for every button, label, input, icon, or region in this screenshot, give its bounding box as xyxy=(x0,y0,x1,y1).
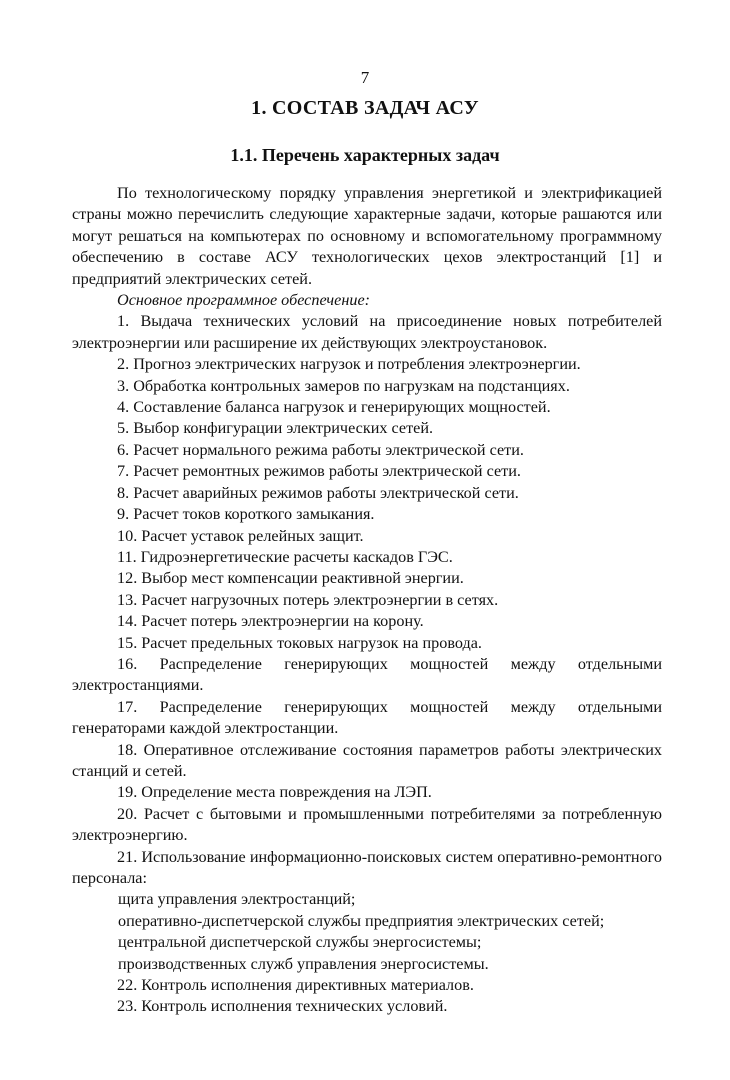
list-item: 5. Выбор конфигурации электрических сетей. xyxy=(117,419,434,438)
list-item: 20. Расчет с бытовыми и промышленными потребителями за потребленную электроэнергию. xyxy=(72,804,662,845)
intro-paragraph: По технологическому порядку управления энергетикой и электрификацией страны можно перечислить следующие характерные задачи, которые рашаются или могут решаться на компьютерах по основному и вспомогательному программному обеспечению в составе АСУ технологических цехов электростанций [1] и предприятий электрических сетей. xyxy=(72,184,662,288)
sub-list-item: центральной диспетчерской службы энергосистемы; xyxy=(118,933,482,952)
list-item: 12. Выбор мест компенсации реактивной энергии. xyxy=(117,569,464,588)
list-item: 23. Контроль исполнения технических условий. xyxy=(117,997,448,1016)
section-label: Основное программное обеспечение: xyxy=(117,291,371,310)
list-item: 16. Распределение генерирующих мощностей между отдельными электростанциями. xyxy=(72,654,662,695)
list-item: 7. Расчет ремонтных режимов работы электрической сети. xyxy=(117,462,521,481)
list-item: 2. Прогноз электрических нагрузок и потребления электроэнергии. xyxy=(117,355,581,374)
list-item: 11. Гидроэнергетические расчеты каскадов ГЭС. xyxy=(117,547,453,566)
list-item: 17. Распределение генерирующих мощностей между отдельными генераторами каждой электростанции. xyxy=(72,697,662,738)
list-item: 21. Использование информационно-поисковых систем оперативно-ремонтного персонала: xyxy=(72,847,662,887)
chapter-title: 1. СОСТАВ ЗАДАЧ АСУ xyxy=(251,97,479,119)
list-item: 10. Расчет уставок релейных защит. xyxy=(117,526,364,545)
list-item: 19. Определение места повреждения на ЛЭП. xyxy=(117,783,432,802)
list-item: 6. Расчет нормального режима работы электрической сети. xyxy=(117,440,524,459)
list-item: 18. Оперативное отслеживание состояния параметров работы электрических станций и сетей. xyxy=(72,740,662,780)
list-item: 13. Расчет нагрузочных потерь электроэнергии в сетях. xyxy=(117,590,499,609)
section-title: 1.1. Перечень характерных задач xyxy=(230,145,500,165)
list-item: 8. Расчет аварийных режимов работы электрической сети. xyxy=(117,483,519,502)
sub-list-item: производственных служб управления энергосистемы. xyxy=(118,954,489,973)
body-text xyxy=(72,183,662,1018)
list-item: 4. Составление баланса нагрузок и генерирующих мощностей. xyxy=(117,398,551,417)
list-item: 22. Контроль исполнения директивных материалов. xyxy=(117,976,474,995)
list-item: 3. Обработка контрольных замеров по нагрузкам на подстанциях. xyxy=(117,376,570,395)
sub-list-item: оперативно-диспетчерской службы предприятия электрических сетей; xyxy=(118,911,605,930)
sub-list-item: щита управления электростанций; xyxy=(118,890,356,909)
list-item: 9. Расчет токов короткого замыкания. xyxy=(117,505,375,524)
list-item: 14. Расчет потерь электроэнергии на корону. xyxy=(117,612,424,631)
list-item: 1. Выдача технических условий на присоединение новых потребителей электроэнергии или расширение их действующих электроустановок. xyxy=(72,312,662,352)
list-item: 15. Расчет предельных токовых нагрузок на провода. xyxy=(117,633,482,652)
page-number: 7 xyxy=(360,68,370,87)
